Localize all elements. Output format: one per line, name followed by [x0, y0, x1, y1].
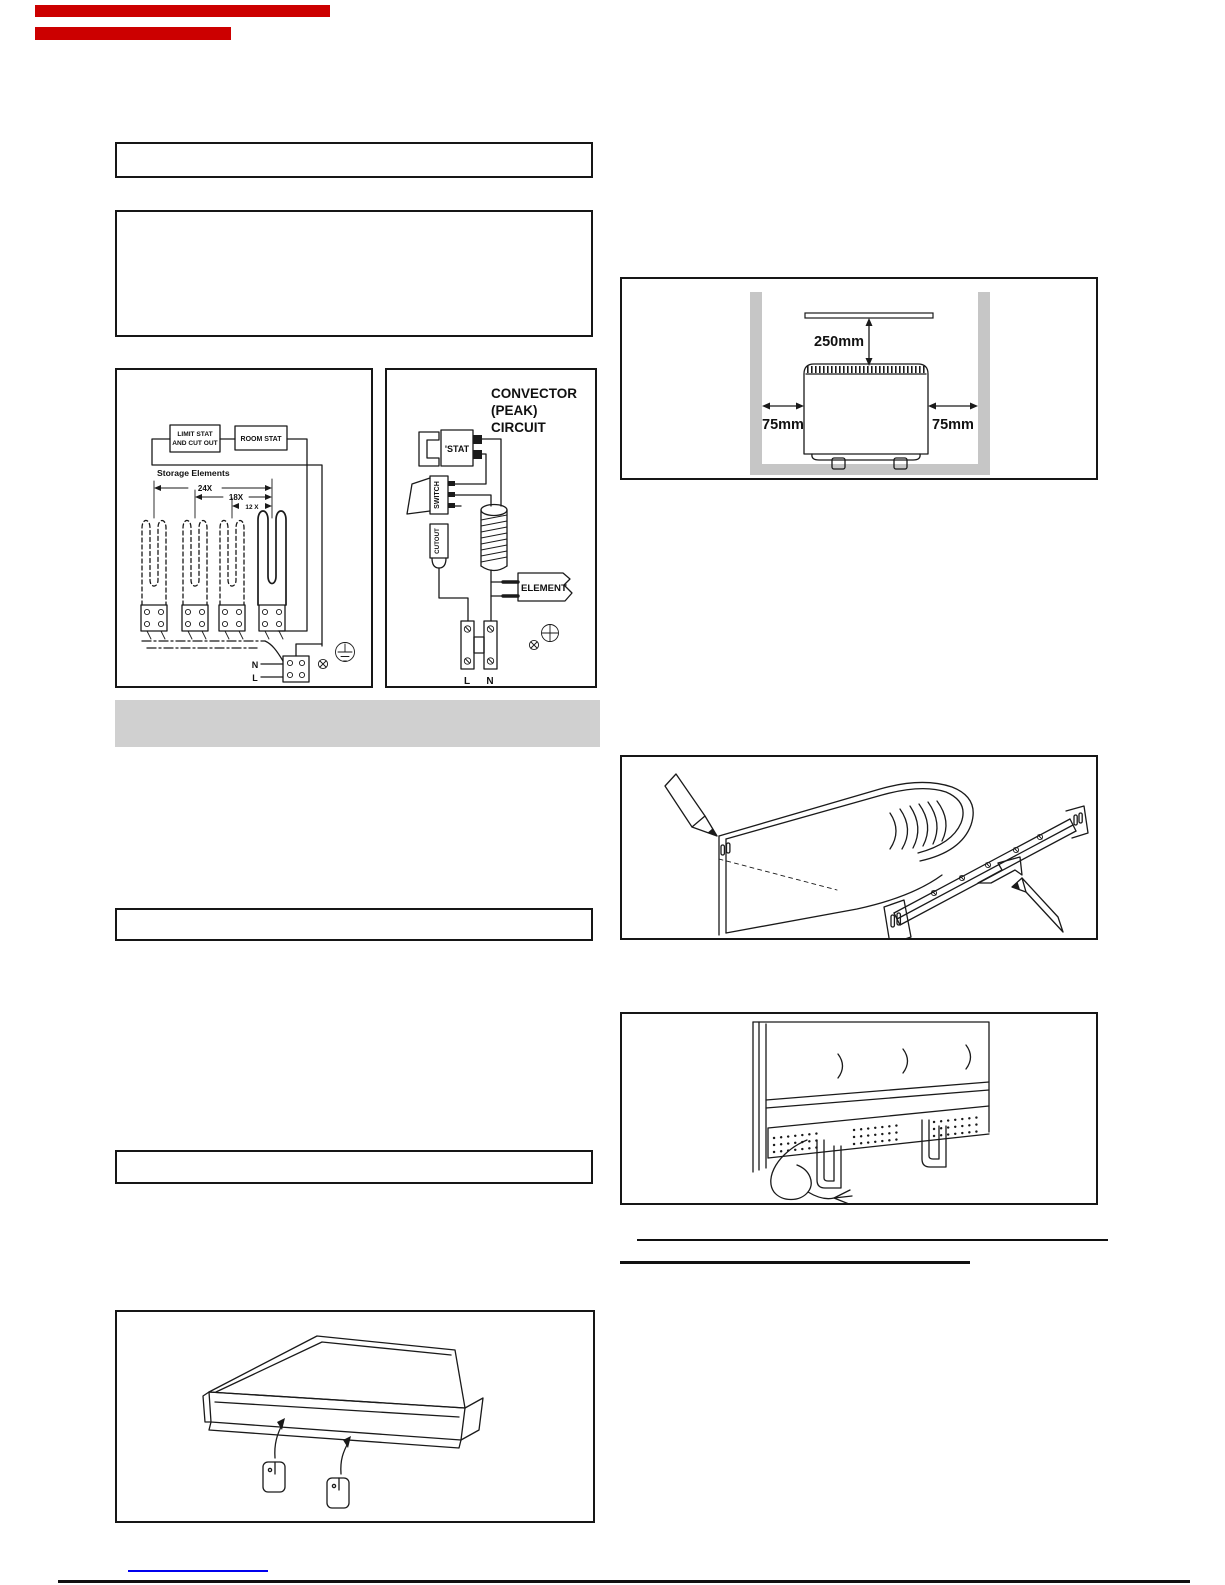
storage-elements-label: Storage Elements	[157, 468, 230, 478]
empty-text-box-d	[115, 1150, 593, 1184]
dim-18x-label: 18X	[228, 493, 244, 502]
top-clearance-arrow	[866, 318, 873, 366]
pencil-left-icon	[665, 774, 717, 836]
dim-12x-label: 12 X	[245, 504, 259, 511]
underline-rule-2	[620, 1261, 970, 1264]
live-label: L	[252, 673, 258, 683]
right-clearance-arrow	[928, 403, 978, 410]
stat-label: 'STAT	[444, 444, 470, 454]
cutout-label: CUTOUT	[434, 528, 441, 554]
convector-circuit-diagram-box	[385, 368, 597, 688]
redacted-title-bar-1	[35, 5, 330, 17]
back-panel-illustration	[622, 1014, 1096, 1203]
resistor-cylinder	[481, 505, 507, 571]
convector-title-3: CIRCUIT	[491, 420, 546, 435]
neutral-label: N	[486, 676, 494, 686]
wire-room-stat	[278, 439, 307, 631]
convector-title-1: CONVECTOR	[491, 386, 578, 401]
limit-stat-label-2: AND CUT OUT	[172, 440, 218, 447]
earth-symbol-icon	[542, 625, 559, 642]
back-panel-illustration-box	[620, 1012, 1098, 1205]
screw-icon	[318, 659, 327, 668]
clearance-diagram-box	[620, 277, 1098, 480]
limit-stat-label-1: LIMIT STAT	[177, 431, 213, 438]
footer-divider	[58, 1580, 1190, 1583]
bus-wires	[142, 641, 322, 661]
limit-stat-box	[170, 425, 220, 452]
cutout-base	[432, 558, 446, 568]
right-clearance-label: 75mm	[932, 417, 974, 433]
element-coils	[142, 511, 286, 605]
bracket-illustration-box	[620, 755, 1098, 940]
stat-terminal-2	[473, 450, 482, 459]
footer-link[interactable]	[128, 1570, 268, 1572]
bracket-illustration	[622, 757, 1096, 938]
walls	[750, 292, 990, 475]
switch-terminal-3	[448, 503, 455, 508]
insert-arrows	[275, 1418, 351, 1474]
hook-feet	[817, 1120, 946, 1188]
dim-24x-label: 24X	[197, 484, 213, 493]
clearance-diagram	[622, 279, 1096, 478]
switch-bracket	[407, 478, 430, 514]
switch-terminal-2	[448, 492, 455, 497]
top-clearance-label: 250mm	[814, 334, 864, 350]
base-tray-illustration-box	[115, 1310, 595, 1523]
dimension-ticks	[154, 479, 272, 518]
stat-terminal-1	[473, 435, 482, 444]
shelf	[805, 313, 933, 318]
terminal-blocks	[141, 605, 285, 639]
underline-rule-1	[637, 1239, 1108, 1241]
fixing-brackets	[263, 1462, 349, 1508]
screw-icon	[529, 640, 538, 649]
switch-terminal-1	[448, 481, 455, 486]
supply-cable	[771, 1140, 852, 1203]
insert-arrow-outline	[978, 857, 1022, 883]
empty-text-box-a	[115, 142, 593, 178]
stat-bracket	[419, 432, 439, 466]
wall-bracket-rail-drawing	[884, 806, 1088, 938]
storage-circuit-diagram	[117, 370, 371, 686]
left-clearance-arrow	[762, 403, 804, 410]
convector-title-2: (PEAK)	[491, 403, 538, 418]
left-clearance-label: 75mm	[762, 417, 804, 433]
supply-terminal-block	[261, 656, 309, 682]
section-heading-bar	[115, 700, 600, 747]
redacted-title-bar-2	[35, 27, 231, 40]
live-label: L	[463, 676, 471, 686]
base-tray-drawing	[203, 1336, 483, 1448]
element-label: ELEMENT	[521, 583, 567, 594]
base-tray-illustration	[117, 1312, 593, 1521]
convector-circuit-diagram	[387, 370, 595, 686]
empty-text-box-c	[115, 908, 593, 941]
switch-label: SWITCH	[434, 481, 441, 509]
pencil-right-icon	[1012, 878, 1063, 932]
room-stat-label: ROOM STAT	[240, 436, 282, 443]
empty-text-box-b	[115, 210, 593, 337]
storage-circuit-diagram-box	[115, 368, 373, 688]
heater-corner-drawing	[719, 782, 973, 935]
neutral-label: N	[251, 660, 259, 670]
earth-symbol-icon	[336, 643, 355, 662]
heater-front	[804, 364, 928, 469]
mains-terminal-block	[461, 621, 497, 669]
perforations	[774, 1117, 982, 1152]
